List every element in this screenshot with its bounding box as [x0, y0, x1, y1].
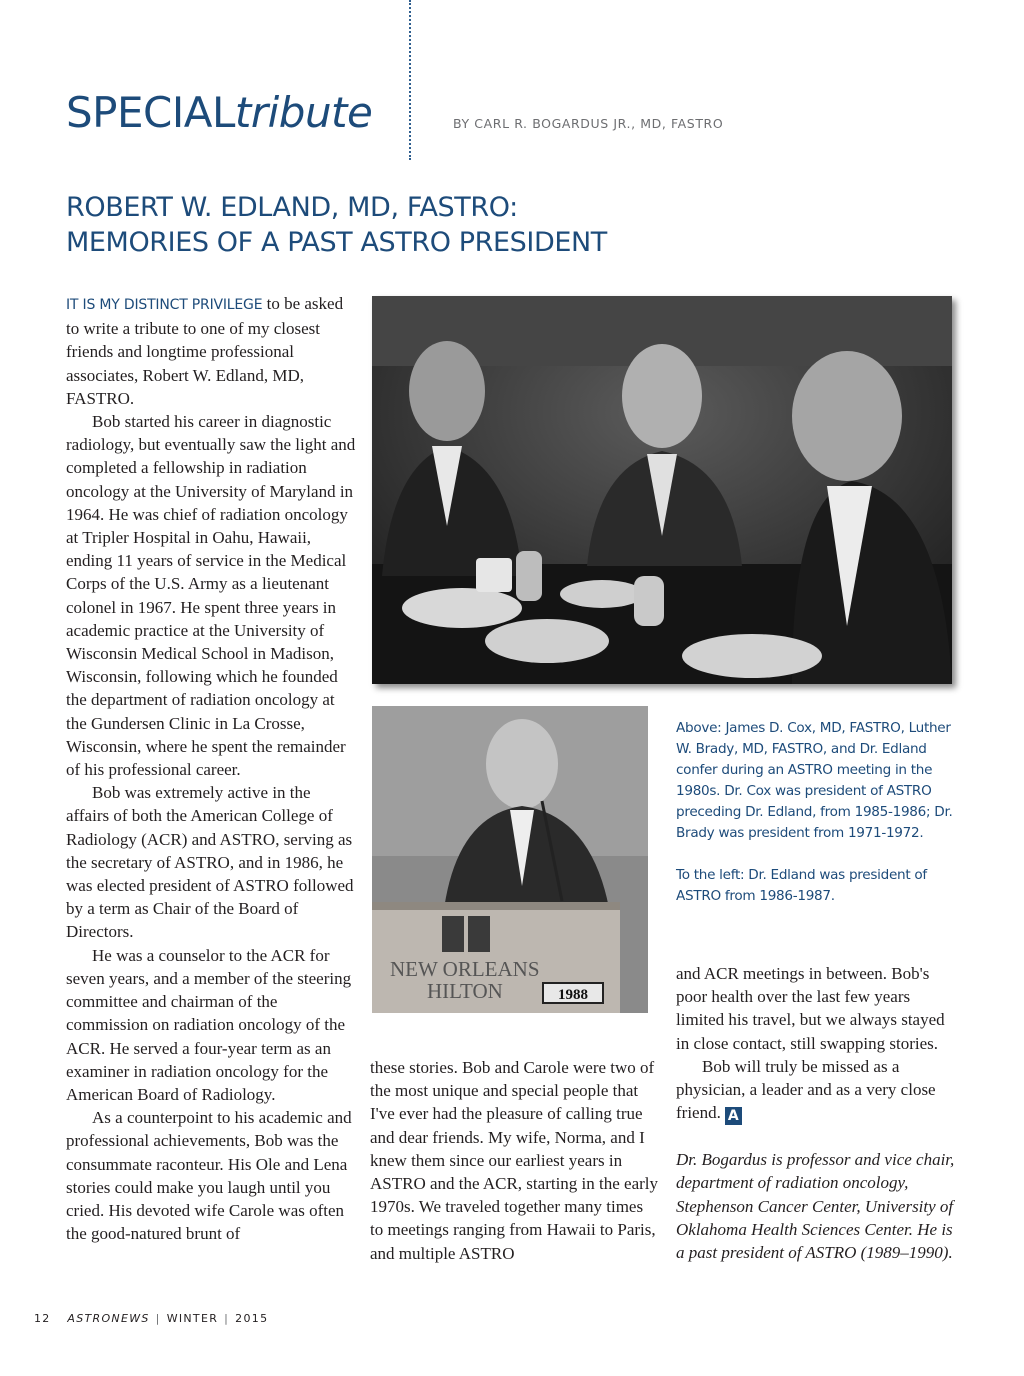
- headline-line-1: ROBERT W. EDLAND, MD, FASTRO:: [66, 192, 518, 223]
- issue-year: 2015: [235, 1312, 269, 1325]
- column-3-text: and ACR meetings in between. Bob's poor health over the last few years limited his travel, but we always stayed in close contact, still swapping stories.: [676, 964, 945, 1053]
- article-column-2: [370, 1056, 660, 1265]
- podium-sign-line-1: NEW ORLEANS: [390, 957, 540, 981]
- page-footer: [34, 1312, 268, 1325]
- photo-edland-podium: [372, 706, 648, 1013]
- article-paragraph-5: As a counterpoint to his academic and professional achievements, Bob was the consummate raconteur. His Ole and Lena stories could make you laugh until you cried. His devoted wife Carole was often the good-natured brunt of: [66, 1108, 352, 1244]
- author-note: Dr. Bogardus is professor and vice chair, department of radiation oncology, Stephenson Cancer Center, University of Oklahoma Health Sciences Center. He is a past president of ASTRO (1989–1990).: [676, 1150, 955, 1263]
- headline: [66, 190, 766, 260]
- caption-above: Above: James D. Cox, MD, FASTRO, Luther W. Brady, MD, FASTRO, and Dr. Edland confer during an ASTRO meeting in the 1980s. Dr. Cox was president of ASTRO preceding Dr. Edland, from 1985-1986; Dr. Brady was president from 1971-1972.: [676, 720, 953, 841]
- footer-separator-2: |: [224, 1312, 230, 1325]
- section-title-italic: tribute: [234, 88, 373, 137]
- closing-paragraph: [676, 1055, 961, 1125]
- article-paragraph-1: [66, 292, 356, 410]
- photo-three-presidents: [372, 296, 952, 684]
- section-title-regular: SPECIAL: [66, 88, 235, 137]
- article-paragraph-3: Bob was extremely active in the affairs of both the American College of Radiology (ACR) and ASTRO, serving as the secretary of ASTRO, and in 1986, he was elected president of ASTRO followed by a term as Chair of the Board of Directors.: [66, 783, 354, 942]
- footer-gap: [57, 1312, 62, 1325]
- header-divider: [409, 0, 411, 160]
- article-paragraph-2: Bob started his career in diagnostic radiology, but eventually saw the light and completed a fellowship in radiation oncology at the University of Maryland in 1964. He was chief of radiation oncology at Tripler Hospital in Oahu, Hawaii, ending 11 years of service in the Medical Corps of the U.S. Army as a lieutenant colonel in 1967. He spent three years in academic practice at the University of Wisconsin Medical School in Madison, Wisconsin, following which he founded the department of radiation oncology at the Gundersen Clinic in La Crosse, Wisconsin, where he spent the remainder of his professional career.: [66, 412, 356, 780]
- caption-left: To the left: Dr. Edland was president of ASTRO from 1986-1987.: [676, 867, 927, 904]
- magazine-name: ASTRONEWS: [67, 1312, 150, 1325]
- article-column-3: [676, 962, 961, 1264]
- closing-text: Bob will truly be missed as a physician, a leader and as a very close friend.: [676, 1056, 936, 1123]
- photo-captions: [676, 718, 961, 907]
- lead-in: IT IS MY DISTINCT PRIVILEGE: [66, 297, 263, 313]
- article-column-1: [66, 292, 356, 1245]
- issue-season: WINTER: [166, 1312, 219, 1325]
- page-number: 12: [34, 1312, 51, 1325]
- section-title: [66, 88, 373, 137]
- column-2-text: these stories. Bob and Carole were two of the most unique and special people that I've ever had the pleasure of calling true and dear friends. My wife, Norma, and I knew them since our earliest years in ASTRO and the ACR, starting in the early 1970s. We traveled together many times to meetings ranging from Hawaii to Paris, and multiple ASTRO: [370, 1058, 659, 1263]
- paragraph-1-text: to be asked to write a tribute to one of my closest friends and longtime professional associates, Robert W. Edland, MD, FASTRO.: [66, 294, 344, 408]
- podium-sign-line-2: HILTON: [427, 979, 503, 1003]
- byline: BY CARL R. BOGARDUS JR., MD, FASTRO: [453, 116, 724, 131]
- astro-end-mark-icon: A: [725, 1107, 742, 1125]
- headline-line-2: MEMORIES OF A PAST ASTRO PRESIDENT: [66, 227, 607, 258]
- footer-separator-1: |: [155, 1312, 161, 1325]
- article-paragraph-4: He was a counselor to the ACR for seven years, and a member of the steering committee and chairman of the commission on radiation oncology of the ACR. He served a four-year term as an examiner in radiation oncology for the American Board of Radiology.: [66, 945, 352, 1104]
- year-plate: 1988: [558, 987, 588, 1003]
